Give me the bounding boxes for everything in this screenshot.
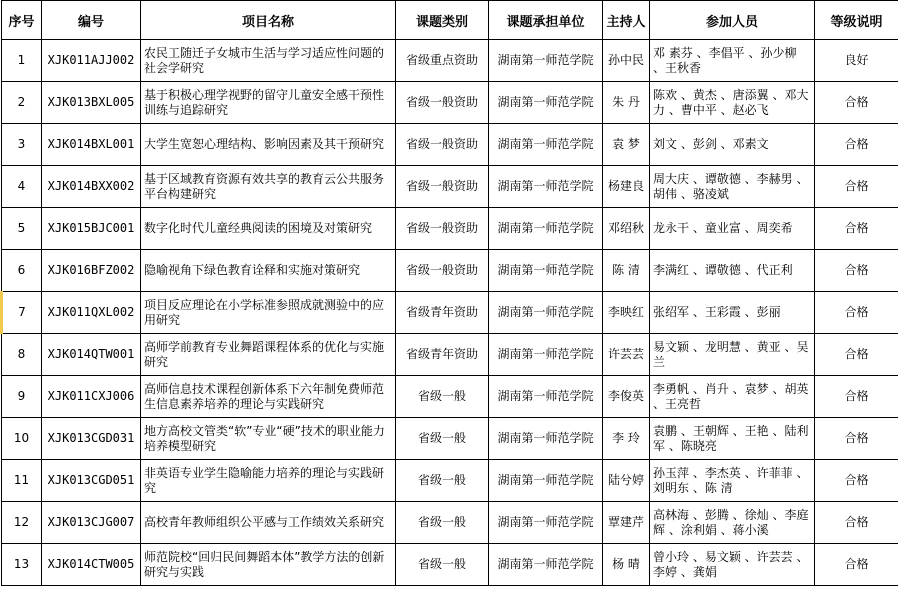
cell-unit[interactable]: 湖南第一师范学院 [489,82,603,124]
cell-host[interactable]: 杨建良 [603,166,650,208]
cell-grade[interactable]: 合格 [815,460,898,502]
cell-seq[interactable]: 11 [2,460,42,502]
header-category[interactable]: 课题类别 [396,1,489,40]
table-row [2,460,898,502]
header-grade[interactable]: 等级说明 [815,1,898,40]
cell-category[interactable]: 省级一般资助 [396,82,489,124]
cell-grade[interactable]: 合格 [815,208,898,250]
table-row [2,502,898,544]
cell-members[interactable]: 周大庆 、谭敬德 、李赫男 、胡伟 、骆凌斌 [650,166,815,208]
cell-category[interactable]: 省级一般 [396,460,489,502]
cell-host[interactable]: 李 玲 [603,418,650,460]
cell-unit[interactable]: 湖南第一师范学院 [489,124,603,166]
cell-grade[interactable]: 合格 [815,166,898,208]
cell-project-name[interactable]: 高师信息技术课程创新体系下六年制免费师范生信息素养培养的理论与实践研究 [141,376,396,418]
cell-category[interactable]: 省级一般资助 [396,250,489,292]
cell-members[interactable]: 曾小玲 、易文颖 、许芸芸 、李婷 、龚娟 [650,544,815,586]
cell-project-name[interactable]: 大学生宽恕心理结构、影响因素及其干预研究 [141,124,396,166]
cell-unit[interactable]: 湖南第一师范学院 [489,502,603,544]
cell-seq[interactable]: 10 [2,418,42,460]
cell-code[interactable]: XJK016BFZ002 [42,250,141,292]
cell-seq[interactable]: 1 [2,40,42,82]
cell-grade[interactable]: 合格 [815,292,898,334]
cell-project-name[interactable]: 基于区域教育资源有效共享的教育云公共服务平台构建研究 [141,166,396,208]
cell-host[interactable]: 许芸芸 [603,334,650,376]
cell-category[interactable]: 省级一般 [396,376,489,418]
cell-code[interactable]: XJK014BXX002 [42,166,141,208]
cell-project-name[interactable]: 师范院校“回归民间舞蹈本体”教学方法的创新研究与实践 [141,544,396,586]
cell-grade[interactable]: 合格 [815,124,898,166]
cell-category[interactable]: 省级一般 [396,418,489,460]
cell-code[interactable]: XJK011QXL002 [42,292,141,334]
cell-project-name[interactable]: 非英语专业学生隐喻能力培养的理论与实践研究 [141,460,396,502]
header-row [2,1,898,40]
cell-code[interactable]: XJK014CTW005 [42,544,141,586]
cell-code[interactable]: XJK011AJJ002 [42,40,141,82]
table-row [2,544,898,586]
cell-host[interactable]: 杨 晴 [603,544,650,586]
cell-seq[interactable]: 8 [2,334,42,376]
header-project-name[interactable]: 项目名称 [141,1,396,40]
cell-members[interactable]: 李勇帆 、肖升 、袁梦 、胡英 、王亮哲 [650,376,815,418]
cell-category[interactable]: 省级一般资助 [396,124,489,166]
table-row [2,376,898,418]
cell-unit[interactable]: 湖南第一师范学院 [489,40,603,82]
cell-code[interactable]: XJK011CXJ006 [42,376,141,418]
cell-category[interactable]: 省级一般资助 [396,208,489,250]
header-unit[interactable]: 课题承担单位 [489,1,603,40]
cell-category[interactable]: 省级重点资助 [396,40,489,82]
cell-seq[interactable]: 6 [2,250,42,292]
cell-members[interactable]: 刘文 、彭剑 、邓素文 [650,124,815,166]
cell-category[interactable]: 省级青年资助 [396,334,489,376]
cell-grade[interactable]: 良好 [815,40,898,82]
cell-members[interactable]: 高林海 、彭腾 、徐灿 、李庭辉 、涂利娟 、蒋小溪 [650,502,815,544]
cell-project-name[interactable]: 基于积极心理学视野的留守儿童安全感干预性训练与追踪研究 [141,82,396,124]
cell-unit[interactable]: 湖南第一师范学院 [489,208,603,250]
cell-code[interactable]: XJK013CJG007 [42,502,141,544]
cell-grade[interactable]: 合格 [815,82,898,124]
cell-seq[interactable]: 9 [2,376,42,418]
cell-code[interactable]: XJK014QTW001 [42,334,141,376]
cell-host[interactable]: 李俊英 [603,376,650,418]
cell-unit[interactable]: 湖南第一师范学院 [489,544,603,586]
cell-members[interactable]: 李满红 、谭敬德 、代正利 [650,250,815,292]
cell-unit[interactable]: 湖南第一师范学院 [489,334,603,376]
cell-project-name[interactable]: 数字化时代儿童经典阅读的困境及对策研究 [141,208,396,250]
cell-host[interactable]: 朱 丹 [603,82,650,124]
table-body [2,40,898,586]
cell-host[interactable]: 李映红 [603,292,650,334]
table-row [2,418,898,460]
cell-code[interactable]: XJK014BXL001 [42,124,141,166]
table-row [2,208,898,250]
cell-project-name[interactable]: 高师学前教育专业舞蹈课程体系的优化与实施研究 [141,334,396,376]
header-members[interactable]: 参加人员 [650,1,815,40]
cell-category[interactable]: 省级一般 [396,544,489,586]
cell-category[interactable]: 省级一般资助 [396,166,489,208]
cell-code[interactable]: XJK015BJC001 [42,208,141,250]
cell-members[interactable]: 张绍军 、王彩霞 、彭丽 [650,292,815,334]
cell-host[interactable]: 邓绍秋 [603,208,650,250]
cell-host[interactable]: 陈 清 [603,250,650,292]
table-row [2,40,898,82]
header-host[interactable]: 主持人 [603,1,650,40]
cell-grade[interactable]: 合格 [815,250,898,292]
cell-host[interactable]: 陆兮婷 [603,460,650,502]
cell-unit[interactable]: 湖南第一师范学院 [489,418,603,460]
cell-host[interactable]: 覃建芹 [603,502,650,544]
cell-unit[interactable]: 湖南第一师范学院 [489,376,603,418]
cell-members[interactable]: 龙永干 、童业富 、周奕希 [650,208,815,250]
cell-host[interactable]: 袁 梦 [603,124,650,166]
cell-grade[interactable]: 合格 [815,418,898,460]
cell-grade[interactable]: 合格 [815,544,898,586]
cell-seq[interactable]: 12 [2,502,42,544]
cell-project-name[interactable]: 隐喻视角下绿色教育诠释和实施对策研究 [141,250,396,292]
table-row [2,82,898,124]
cell-seq[interactable]: 13 [2,544,42,586]
cell-category[interactable]: 省级一般 [396,502,489,544]
cell-seq[interactable]: 3 [2,124,42,166]
table-row [2,334,898,376]
cell-code[interactable]: XJK013BXL005 [42,82,141,124]
cell-seq[interactable]: 7 [2,292,42,334]
cell-seq[interactable]: 5 [2,208,42,250]
cell-grade[interactable]: 合格 [815,376,898,418]
cell-members[interactable]: 袁鹏 、王朝辉 、王艳 、陆利军 、陈晓亮 [650,418,815,460]
table-row [2,292,898,334]
table-row [2,250,898,292]
cell-members[interactable]: 易文颖 、龙明慧 、黄亚 、吴兰 [650,334,815,376]
cell-project-name[interactable]: 项目反应理论在小学标准参照成就测验中的应用研究 [141,292,396,334]
header-seq[interactable]: 序号 [2,1,42,40]
cell-code[interactable]: XJK013CGD051 [42,460,141,502]
cell-unit[interactable]: 湖南第一师范学院 [489,292,603,334]
cell-grade[interactable]: 合格 [815,502,898,544]
cell-seq[interactable]: 2 [2,82,42,124]
cell-members[interactable]: 孙玉萍 、李杰英 、许菲菲 、刘明东 、陈 清 [650,460,815,502]
cell-unit[interactable]: 湖南第一师范学院 [489,460,603,502]
cell-members[interactable]: 陈欢 、黄杰 、唐添翼 、邓大力 、曹中平 、赵必飞 [650,82,815,124]
cell-unit[interactable]: 湖南第一师范学院 [489,166,603,208]
cell-project-name[interactable]: 农民工随迁子女城市生活与学习适应性问题的社会学研究 [141,40,396,82]
cell-project-name[interactable]: 高校青年教师组织公平感与工作绩效关系研究 [141,502,396,544]
cell-seq[interactable]: 4 [2,166,42,208]
cell-unit[interactable]: 湖南第一师范学院 [489,250,603,292]
cell-grade[interactable]: 合格 [815,334,898,376]
header-code[interactable]: 编号 [42,1,141,40]
table-row [2,124,898,166]
cell-project-name[interactable]: 地方高校文管类“软”专业“硬”技术的职业能力培养模型研究 [141,418,396,460]
cell-category[interactable]: 省级青年资助 [396,292,489,334]
cell-members[interactable]: 邓 素芬 、李倡平 、孙少柳 、王秋香 [650,40,815,82]
table-row [2,166,898,208]
cell-code[interactable]: XJK013CGD031 [42,418,141,460]
cell-host[interactable]: 孙中民 [603,40,650,82]
